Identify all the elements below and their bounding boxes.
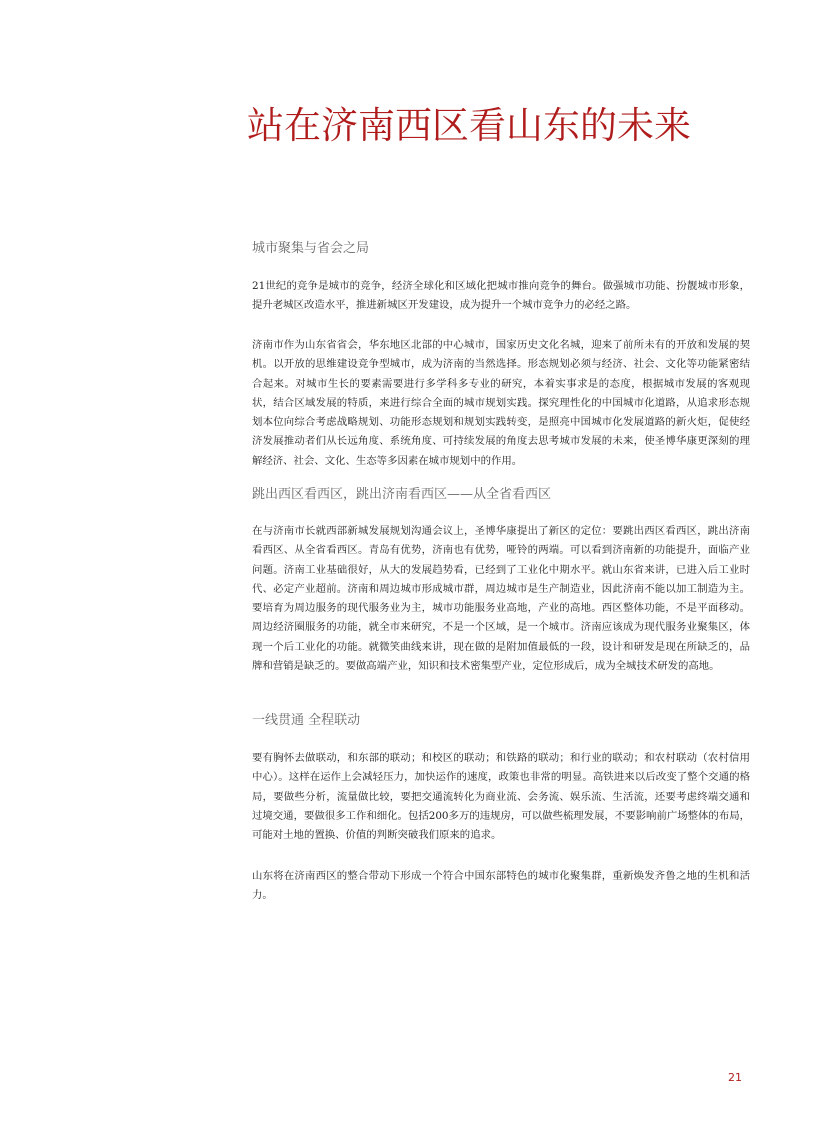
section-heading-linkage: 一线贯通 全程联动 — [252, 713, 361, 728]
paragraph-conclusion: 山东将在济南西区的整合带动下形成一个符合中国东部特色的城市化聚集群，重新焕发齐鲁之地的生机和活力。 — [252, 870, 750, 902]
section-heading-urban-cluster: 城市聚集与省会之局 — [252, 241, 370, 256]
paragraph-west-district-positioning: 在与济南市长就西部新城发展规划沟通会议上，圣博华康提出了新区的定位：要跳出西区看西区，跳出济南看西区、从全省看西区。青岛有优势，济南也有优势，哑铃的两端。可以看到济南新的功能提升，面临产业问题。济南工业基础很好，从大的发展趋势看，已经到了工业化中期水平。就山东省来讲，已进入后工业时代、必定产业超前。济南和周边城市形成城市群，周边城市是生产制造业，因此济南不能以加工制造为主。要培育为周边服务的现代服务业为主，城市功能服务业高地，产业的高地。西区整体功能，不是平面移动。周边经济圈服务的功能，就全市来研究，不是一个区域，是一个城市。济南应该成为现代服务业聚集区，体现一个后工业化的功能。就微笑曲线来讲，现在做的是附加值最低的一段，设计和研发是现在所缺乏的，品牌和营销是缺乏的。要做高端产业，知识和技术密集型产业，定位形成后，成为全城技术研发的高地。 — [252, 525, 750, 673]
paragraph-intro: 21世纪的竞争是城市的竞争，经济全球化和区域化把城市推向竞争的舞台。做强城市功能、扮靓城市形象，提升老城区改造水平，推进新城区开发建设，成为提升一个城市竞争力的必经之路。 — [252, 280, 750, 312]
paragraph-jinan-capital: 济南市作为山东省省会，华东地区北部的中心城市，国家历史文化名城，迎来了前所未有的开放和发展的契机。以开放的思维建设竞争型城市，成为济南的当然选择。形态规划必须与经济、社会、文化等功能紧密结合起来。对城市生长的要素需要进行多学科多专业的研究，本着实事求是的态度，根据城市发展的客观现状，结合区域发展的特质，来进行综合全面的城市规划实践。探究理性化的中国城市化道路，从追求形态规划本位向综合考虑战略规划、功能形态规划和规划实践转变，是照亮中国城市化发展道路的新火炬，促使经济发展推动者们从长远角度、系统角度、可持续发展的角度去思考城市发展的未来，使圣博华康更深刻的理解经济、社会、文化、生态等多因素在城市规划中的作用。 — [252, 339, 750, 467]
page-title: 站在济南西区看山东的未来 — [247, 104, 691, 147]
section-heading-west-district: 跳出西区看西区，跳出济南看西区——从全省看西区 — [252, 487, 552, 502]
page-number: 21 — [728, 1071, 742, 1084]
paragraph-linkage: 要有胸怀去做联动，和东部的联动；和校区的联动；和铁路的联动；和行业的联动；和农村联动（农村信用中心）。这样在运作上会减轻压力，加快运作的速度，政策也非常的明显。高铁进来以后改变了整个交通的格局，要做些分析，流量做比较，要把交通流转化为商业流、会务流、娱乐流、生活流，还要考虑终端交通和过境交通，要做很多工作和细化。包括200多万的违规房，可以做些梳理发展，不要影响前广场整体的布局，可能对土地的置换、价值的判断突破我们原来的追求。 — [252, 752, 750, 842]
